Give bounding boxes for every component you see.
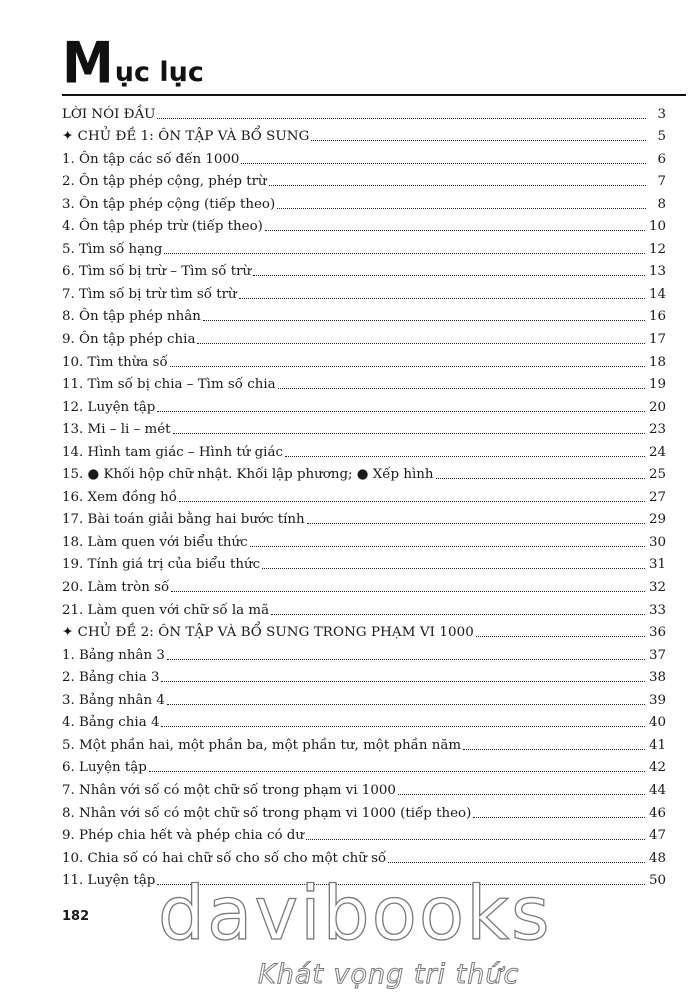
toc-entry-title: 17. Bài toán giải bằng hai bước tính: [62, 512, 305, 528]
toc-entry-title: 14. Hình tam giác – Hình tứ giác: [62, 444, 283, 460]
toc-entry-title: 16. Xem đồng hồ: [62, 489, 177, 505]
toc-entry-title: 2. Ôn tập phép cộng, phép trừ: [62, 174, 267, 190]
toc-entry: [62, 438, 666, 461]
toc-entry-title: 10. Tìm thừa số: [62, 354, 168, 370]
dot-leader: [149, 771, 645, 772]
toc-entry-page: 23: [648, 422, 666, 438]
toc-entry: [62, 731, 666, 754]
dot-leader: [239, 298, 645, 299]
toc-entry-page: 38: [648, 670, 666, 686]
dot-leader: [285, 456, 645, 457]
toc-entry-title: 4. Ôn tập phép trừ (tiếp theo): [62, 219, 263, 235]
toc-entry-page: 6: [657, 151, 666, 167]
toc-entry: [62, 664, 666, 687]
toc-entry-title: 20. Làm tròn số: [62, 580, 170, 596]
toc-entry-title: 12. Luyện tập: [62, 399, 156, 415]
dot-leader: [476, 636, 645, 637]
toc-entry-page: 44: [648, 782, 666, 798]
toc-entry-page: 48: [648, 850, 666, 866]
page-number: 182: [62, 909, 90, 924]
toc-entry: [62, 776, 666, 799]
toc-entry-page: 33: [648, 602, 666, 618]
toc-entry-page: 8: [657, 196, 666, 212]
dot-leader: [250, 546, 645, 547]
toc-entry-page: 32: [648, 580, 666, 596]
dot-leader: [436, 478, 645, 479]
toc-entry-title: 13. Mi – li – mét: [62, 422, 171, 438]
toc-entry: [62, 303, 666, 326]
dot-leader: [306, 839, 645, 840]
dot-leader: [277, 208, 646, 209]
toc-entry-title: 19. Tính giá trị của biểu thức: [62, 557, 261, 573]
dot-leader: [179, 501, 645, 502]
dot-leader: [167, 704, 645, 705]
toc-entry: [62, 100, 666, 123]
toc-entry-page: 7: [657, 174, 666, 190]
toc-entry: [62, 371, 666, 394]
toc-entry-page: 5: [657, 129, 666, 145]
toc-entry: [62, 123, 666, 146]
toc-entry-title: 7. Nhân với số có một chữ số trong phạm vi 1000: [62, 782, 396, 798]
toc-entry-page: 20: [648, 399, 666, 415]
toc-entry: [62, 393, 666, 416]
dot-leader: [164, 253, 645, 254]
title-underline: [62, 94, 686, 96]
toc-entry-page: 19: [648, 377, 666, 393]
toc-entry: [62, 709, 666, 732]
toc-entry-title: 1. Ôn tập các số đến 1000: [62, 151, 240, 167]
toc-entry-title: 18. Làm quen với biểu thức: [62, 534, 248, 550]
dot-leader: [167, 659, 645, 660]
dot-leader: [388, 862, 645, 863]
dot-leader: [307, 523, 645, 524]
page-title-rest: ục lục: [114, 57, 204, 88]
dot-leader: [161, 726, 644, 727]
toc-entry: [62, 213, 666, 236]
dot-leader: [253, 275, 645, 276]
dot-leader: [197, 343, 645, 344]
toc-entry-page: 47: [648, 828, 666, 844]
toc-entry-title: 7. Tìm số bị trừ tìm số trừ: [62, 286, 237, 302]
toc-entry: [62, 822, 666, 845]
toc-entry-title: 8. Nhân với số có một chữ số trong phạm vi 1000 (tiếp theo): [62, 805, 472, 821]
toc-entry-title: 21. Làm quen với chữ số la mã: [62, 602, 270, 618]
toc-entry-title: 1. Bảng nhân 3: [62, 647, 165, 663]
dot-leader: [161, 681, 644, 682]
toc-entry-title: 15. ● Khối hộp chữ nhật. Khối lập phương; ● Xếp hình: [62, 467, 434, 483]
dot-leader: [157, 411, 645, 412]
page-title-initial: M: [62, 31, 114, 97]
toc-entry-title: 11. Luyện tập: [62, 873, 156, 889]
toc-entry: [62, 619, 666, 642]
toc-entry-page: 3: [657, 106, 666, 122]
toc-entry-page: 31: [648, 557, 666, 573]
dot-leader: [241, 163, 646, 164]
toc-entry-title: 3. Ôn tập phép cộng (tiếp theo): [62, 196, 276, 212]
toc-entry-page: 14: [648, 286, 666, 302]
toc-entry-title: 9. Phép chia hết và phép chia có dư: [62, 828, 304, 844]
toc-entry: [62, 168, 666, 191]
toc-entry-page: 17: [648, 332, 666, 348]
dot-leader: [171, 591, 645, 592]
toc-entry-page: 13: [648, 264, 666, 280]
toc-entry-title: ✦ CHỦ ĐỀ 1: ÔN TẬP VÀ BỔ SUNG: [62, 129, 310, 145]
dot-leader: [271, 614, 645, 615]
toc-entry-page: 46: [648, 805, 666, 821]
toc-entry-title: 6. Luyện tập: [62, 760, 147, 776]
toc-entry-page: 24: [648, 444, 666, 460]
toc-entry: [62, 686, 666, 709]
dot-leader: [278, 388, 645, 389]
toc-entry-title: 9. Ôn tập phép chia: [62, 332, 196, 348]
dot-leader: [265, 230, 645, 231]
toc-entry: [62, 573, 666, 596]
toc-entry: [62, 235, 666, 258]
toc-entry-page: 50: [648, 873, 666, 889]
toc-entry-page: 37: [648, 647, 666, 663]
toc-entry: [62, 596, 666, 619]
toc-entry: [62, 190, 666, 213]
toc-entry-page: 40: [648, 715, 666, 731]
dot-leader: [173, 433, 645, 434]
dot-leader: [157, 118, 646, 119]
toc-entry-page: 29: [648, 512, 666, 528]
dot-leader: [473, 817, 645, 818]
toc-entry-page: 36: [648, 625, 666, 641]
dot-leader: [262, 568, 645, 569]
dot-leader: [463, 749, 645, 750]
toc-entry: [62, 258, 666, 281]
toc-entry-title: 6. Tìm số bị trừ – Tìm số trừ: [62, 264, 252, 280]
toc-entry-title: 11. Tìm số bị chia – Tìm số chia: [62, 377, 276, 393]
toc-entry: [62, 483, 666, 506]
toc-entry: [62, 348, 666, 371]
toc-entry: [62, 799, 666, 822]
toc-entry-page: 42: [648, 760, 666, 776]
dot-leader: [398, 794, 645, 795]
watermark-slogan: Khát vọng tri thức: [258, 959, 520, 990]
watermark-brand: davibooks: [158, 871, 552, 957]
toc-entry-title: 10. Chia số có hai chữ số cho số cho một chữ số: [62, 850, 387, 866]
toc-entry-page: 16: [648, 309, 666, 325]
dot-leader: [203, 320, 645, 321]
toc-entry: [62, 528, 666, 551]
toc-entry-page: 39: [648, 692, 666, 708]
toc-entry-title: 4. Bảng chia 4: [62, 715, 160, 731]
toc-entry-title: ✦ CHỦ ĐỀ 2: ÔN TẬP VÀ BỔ SUNG TRONG PHẠM VI 1000: [62, 625, 474, 641]
toc-entry: [62, 506, 666, 529]
dot-leader: [170, 366, 645, 367]
toc-entry-page: 25: [648, 467, 666, 483]
toc-entry-title: 5. Một phần hai, một phần ba, một phần tư, một phần năm: [62, 737, 462, 753]
page-title: [62, 31, 204, 97]
toc-entry-title: 5. Tìm số hạng: [62, 241, 163, 257]
toc-entry: [62, 325, 666, 348]
toc-entry-title: LỜI NÓI ĐẦU: [62, 106, 156, 122]
toc-entry: [62, 551, 666, 574]
toc-entry: [62, 844, 666, 867]
toc-entry: [62, 641, 666, 664]
toc-entry: [62, 280, 666, 303]
toc-entry: [62, 145, 666, 168]
dot-leader: [311, 140, 646, 141]
dot-leader: [269, 185, 646, 186]
toc-entry-page: 12: [648, 241, 666, 257]
toc-entry-title: 3. Bảng nhân 4: [62, 692, 165, 708]
toc-entry-page: 10: [648, 219, 666, 235]
toc-entry: [62, 416, 666, 439]
toc-entry-title: 2. Bảng chia 3: [62, 670, 160, 686]
toc-entry: [62, 754, 666, 777]
toc-entry-page: 18: [648, 354, 666, 370]
toc-entry-page: 41: [648, 737, 666, 753]
table-of-contents: [62, 100, 666, 889]
toc-entry: [62, 461, 666, 484]
toc-entry-page: 30: [648, 534, 666, 550]
toc-entry-page: 27: [648, 489, 666, 505]
toc-entry-title: 8. Ôn tập phép nhân: [62, 309, 201, 325]
